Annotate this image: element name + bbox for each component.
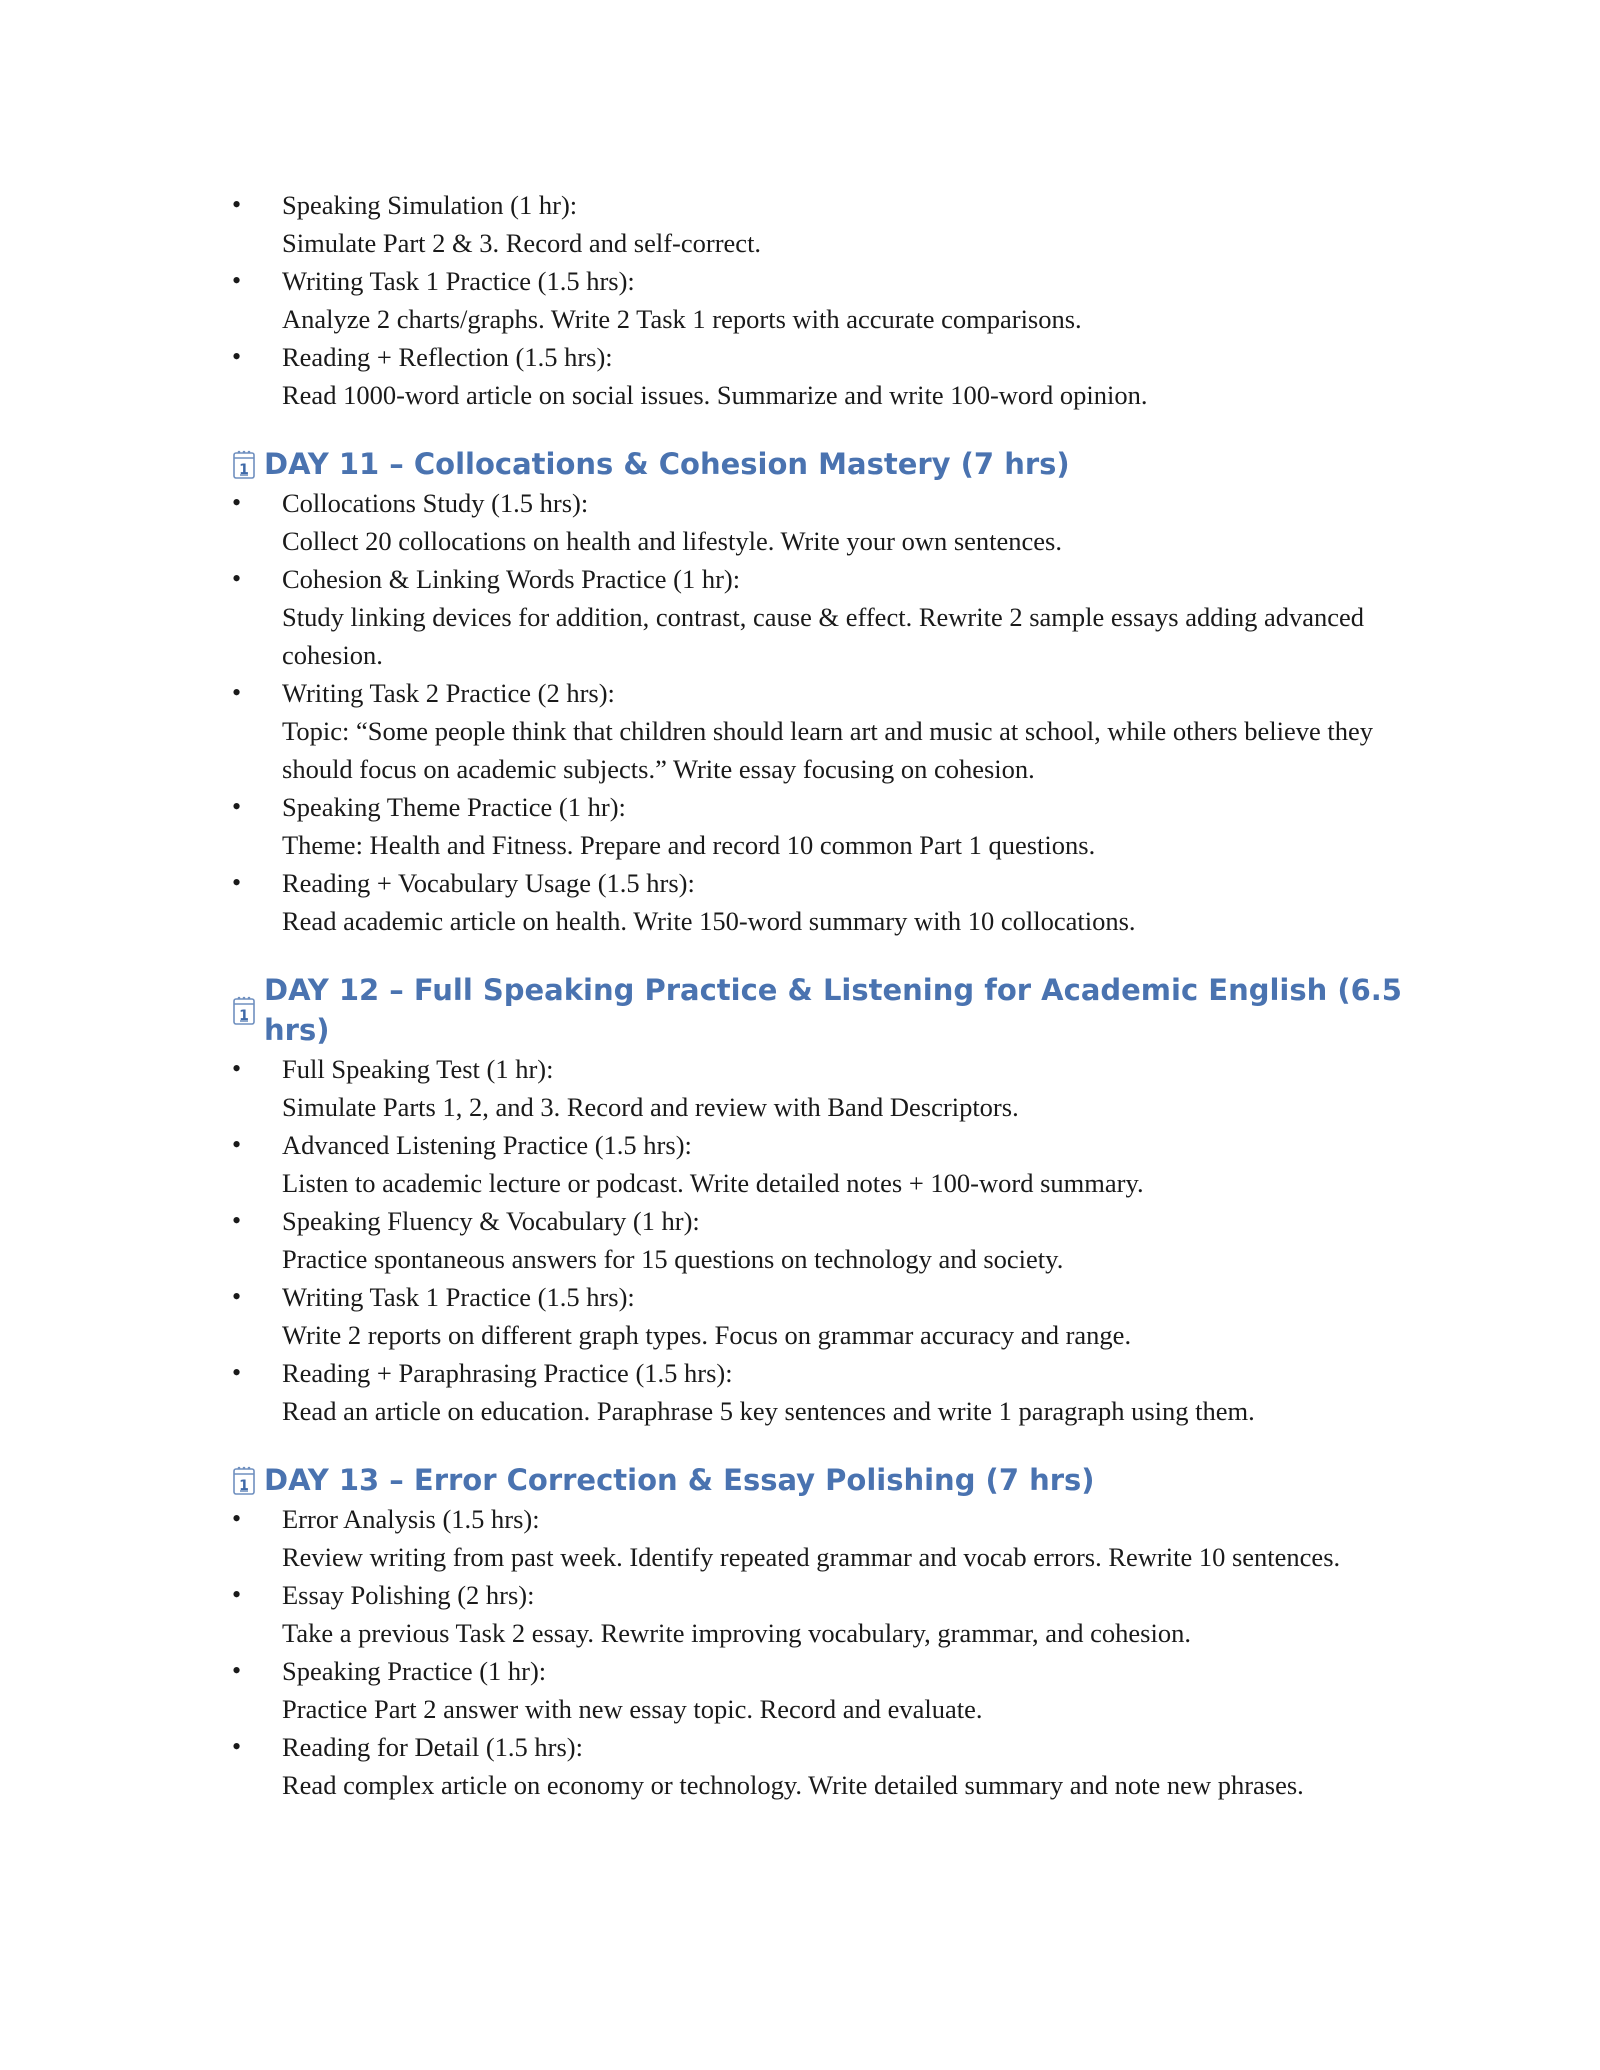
task-description: Simulate Parts 1, 2, and 3. Record and review with Band Descriptors. bbox=[282, 1092, 1019, 1122]
day-heading-text: DAY 12 – Full Speaking Practice & Listening for Academic English (6.5 hrs) bbox=[264, 973, 1402, 1047]
bullet-icon: • bbox=[232, 266, 242, 295]
bullet-icon: • bbox=[232, 1656, 242, 1685]
bullet-icon: • bbox=[232, 1206, 242, 1235]
list-item bbox=[232, 1354, 1412, 1430]
task-description: Read academic article on health. Write 150-word summary with 10 collocations. bbox=[282, 906, 1136, 936]
day-13-section bbox=[232, 1460, 1412, 1804]
bullet-icon: • bbox=[232, 1282, 242, 1311]
bullet-icon: • bbox=[232, 1732, 242, 1761]
intro-task-list bbox=[232, 186, 1412, 414]
list-item bbox=[232, 1202, 1412, 1278]
document-content bbox=[232, 186, 1412, 1804]
task-title: Writing Task 2 Practice (2 hrs): bbox=[282, 678, 615, 708]
day-12-section bbox=[232, 970, 1412, 1430]
bullet-icon: • bbox=[232, 678, 242, 707]
task-title: Collocations Study (1.5 hrs): bbox=[282, 488, 589, 518]
task-description: Study linking devices for addition, contrast, cause & effect. Rewrite 2 sample essays adding advanced cohesion. bbox=[282, 602, 1365, 670]
task-title: Speaking Practice (1 hr): bbox=[282, 1656, 547, 1686]
task-description: Take a previous Task 2 essay. Rewrite improving vocabulary, grammar, and cohesion. bbox=[282, 1618, 1191, 1648]
bullet-icon: • bbox=[232, 488, 242, 517]
day-heading-text: DAY 11 – Collocations & Cohesion Mastery (7 hrs) bbox=[264, 447, 1070, 481]
task-title: Reading + Paraphrasing Practice (1.5 hrs): bbox=[282, 1358, 733, 1388]
day-12-heading bbox=[232, 970, 1412, 1050]
day-13-task-list bbox=[232, 1500, 1412, 1804]
list-item bbox=[232, 1278, 1412, 1354]
day-13-heading bbox=[232, 1460, 1412, 1500]
day-heading-text: DAY 13 – Error Correction & Essay Polishing (7 hrs) bbox=[264, 1463, 1095, 1497]
list-item bbox=[232, 1050, 1412, 1126]
task-description: Theme: Health and Fitness. Prepare and record 10 common Part 1 questions. bbox=[282, 830, 1096, 860]
list-item bbox=[232, 1500, 1412, 1576]
list-item bbox=[232, 1126, 1412, 1202]
calendar-icon bbox=[232, 1464, 256, 1496]
list-item bbox=[232, 560, 1412, 674]
task-title: Writing Task 1 Practice (1.5 hrs): bbox=[282, 1282, 635, 1312]
task-title: Reading + Reflection (1.5 hrs): bbox=[282, 342, 613, 372]
task-title: Reading for Detail (1.5 hrs): bbox=[282, 1732, 583, 1762]
task-description: Practice Part 2 answer with new essay topic. Record and evaluate. bbox=[282, 1694, 983, 1724]
task-description: Read 1000-word article on social issues. Summarize and write 100-word opinion. bbox=[282, 380, 1148, 410]
task-title: Speaking Theme Practice (1 hr): bbox=[282, 792, 626, 822]
svg-text:1: 1 bbox=[239, 462, 249, 478]
task-description: Simulate Part 2 & 3. Record and self-correct. bbox=[282, 228, 762, 258]
svg-text:1: 1 bbox=[239, 1478, 249, 1494]
task-title: Error Analysis (1.5 hrs): bbox=[282, 1504, 540, 1534]
list-item bbox=[232, 788, 1412, 864]
task-title: Cohesion & Linking Words Practice (1 hr): bbox=[282, 564, 741, 594]
list-item bbox=[232, 262, 1412, 338]
task-title: Speaking Fluency & Vocabulary (1 hr): bbox=[282, 1206, 700, 1236]
list-item bbox=[232, 484, 1412, 560]
task-title: Essay Polishing (2 hrs): bbox=[282, 1580, 535, 1610]
bullet-icon: • bbox=[232, 1580, 242, 1609]
list-item bbox=[232, 674, 1412, 788]
day-11-heading bbox=[232, 444, 1412, 484]
bullet-icon: • bbox=[232, 1130, 242, 1159]
list-item bbox=[232, 1652, 1412, 1728]
day-11-section bbox=[232, 444, 1412, 940]
task-title: Reading + Vocabulary Usage (1.5 hrs): bbox=[282, 868, 695, 898]
bullet-icon: • bbox=[232, 792, 242, 821]
task-description: Collect 20 collocations on health and lifestyle. Write your own sentences. bbox=[282, 526, 1062, 556]
task-description: Topic: “Some people think that children should learn art and music at school, while others believe they should focus on academic subjects.” Write essay focusing on cohesion. bbox=[282, 716, 1373, 784]
day-12-task-list bbox=[232, 1050, 1412, 1430]
bullet-icon: • bbox=[232, 1358, 242, 1387]
list-item bbox=[232, 186, 1412, 262]
list-item bbox=[232, 1728, 1412, 1804]
task-title: Full Speaking Test (1 hr): bbox=[282, 1054, 554, 1084]
task-description: Practice spontaneous answers for 15 questions on technology and society. bbox=[282, 1244, 1064, 1274]
task-title: Writing Task 1 Practice (1.5 hrs): bbox=[282, 266, 635, 296]
task-description: Read complex article on economy or technology. Write detailed summary and note new phrases. bbox=[282, 1770, 1304, 1800]
bullet-icon: • bbox=[232, 1054, 242, 1083]
task-description: Analyze 2 charts/graphs. Write 2 Task 1 reports with accurate comparisons. bbox=[282, 304, 1082, 334]
task-description: Write 2 reports on different graph types. Focus on grammar accuracy and range. bbox=[282, 1320, 1132, 1350]
calendar-icon bbox=[232, 994, 256, 1026]
calendar-icon bbox=[232, 448, 256, 480]
task-description: Listen to academic lecture or podcast. Write detailed notes + 100-word summary. bbox=[282, 1168, 1144, 1198]
task-description: Review writing from past week. Identify repeated grammar and vocab errors. Rewrite 10 sentences. bbox=[282, 1542, 1341, 1572]
bullet-icon: • bbox=[232, 1504, 242, 1533]
task-title: Advanced Listening Practice (1.5 hrs): bbox=[282, 1130, 692, 1160]
bullet-icon: • bbox=[232, 564, 242, 593]
svg-text:1: 1 bbox=[239, 1008, 249, 1024]
bullet-icon: • bbox=[232, 190, 242, 219]
bullet-icon: • bbox=[232, 868, 242, 897]
list-item bbox=[232, 338, 1412, 414]
list-item bbox=[232, 1576, 1412, 1652]
task-description: Read an article on education. Paraphrase 5 key sentences and write 1 paragraph using them. bbox=[282, 1396, 1255, 1426]
task-title: Speaking Simulation (1 hr): bbox=[282, 190, 578, 220]
bullet-icon: • bbox=[232, 342, 242, 371]
list-item bbox=[232, 864, 1412, 940]
day-11-task-list bbox=[232, 484, 1412, 940]
